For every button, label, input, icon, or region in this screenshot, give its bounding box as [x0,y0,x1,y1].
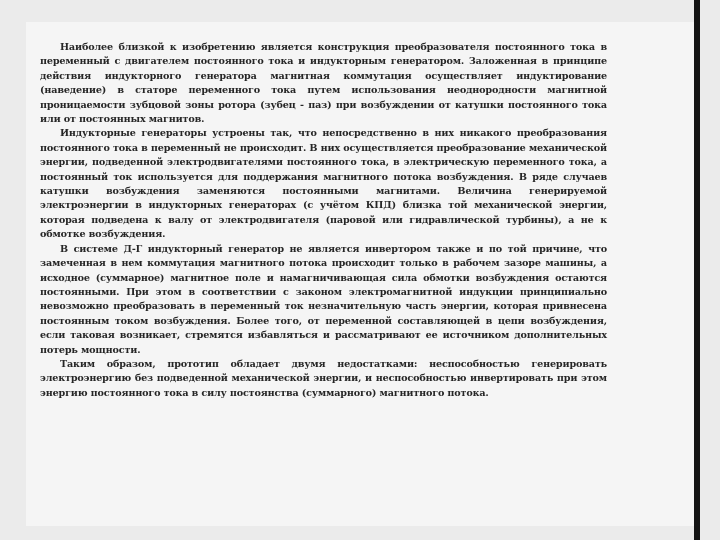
body-text [40,41,607,401]
paragraph-prototype: Наиболее близкой к изобретению является конструкция преобразователя постоянного тока в переменный с двигателем постоянного тока и индукторным генератором. Заложенная в принципе действия индукторного генератора магнитная коммутация осуществляет индуктирование (наведение) в статоре переменного тока путем использования неоднородности магнитной проницаемости зубцовой зоны ротора (зубец - паз) при возбуждении от катушки постоянного тока или от постоянных магнитов. [40,42,607,126]
right-edge-bar [694,0,700,540]
paragraph-dg-system: В системе Д-Г индукторный генератор не является инвертором также и по той причине, что замеченная в нем коммутация магнитного потока происходит только в рабочем зазоре машины, а исходное (суммарное) магнитное поле и намагничивающая сила обмотки возбуждения остаются постоянными. При этом в соответствии с законом электромагнитной индукции принципиально невозможно преобразовать в переменный ток незначительную часть энергии, которая привнесена постоянным током возбуждения. Более того, от переменной составляющей в цепи возбуждения, если таковая возникает, стремятся избавляться и рассматривают ее источником дополнительных потерь мощности. [40,243,607,356]
paragraph-inductor-generators: Индукторные генераторы устроены так, что непосредственно в них никакого преобразования постоянного тока в переменный не происходит. В них осуществляется преобразование механической энергии, подведенной электродвигателями постоянного тока, в электрическую переменного тока, а постоянный ток используется для поддержания магнитного потока возбуждения. В ряде случаев катушки возбуждения заменяются постоянными магнитами. Величина генерируемой электроэнергии в индукторных генераторах (с учётом КПД) близка той механической энергии, которая подведена к валу от электродвигателя (паровой или гидравлической турбины), а не к обмотке возбуждения. [40,128,607,241]
paragraph-conclusion: Таким образом, прототип обладает двумя недостатками: неспособностью генерировать электроэнергию без подведенной механической энергии, и неспособностью инвертировать при этом энергию постоянного тока в силу постоянства (суммарного) магнитного потока. [40,358,607,399]
